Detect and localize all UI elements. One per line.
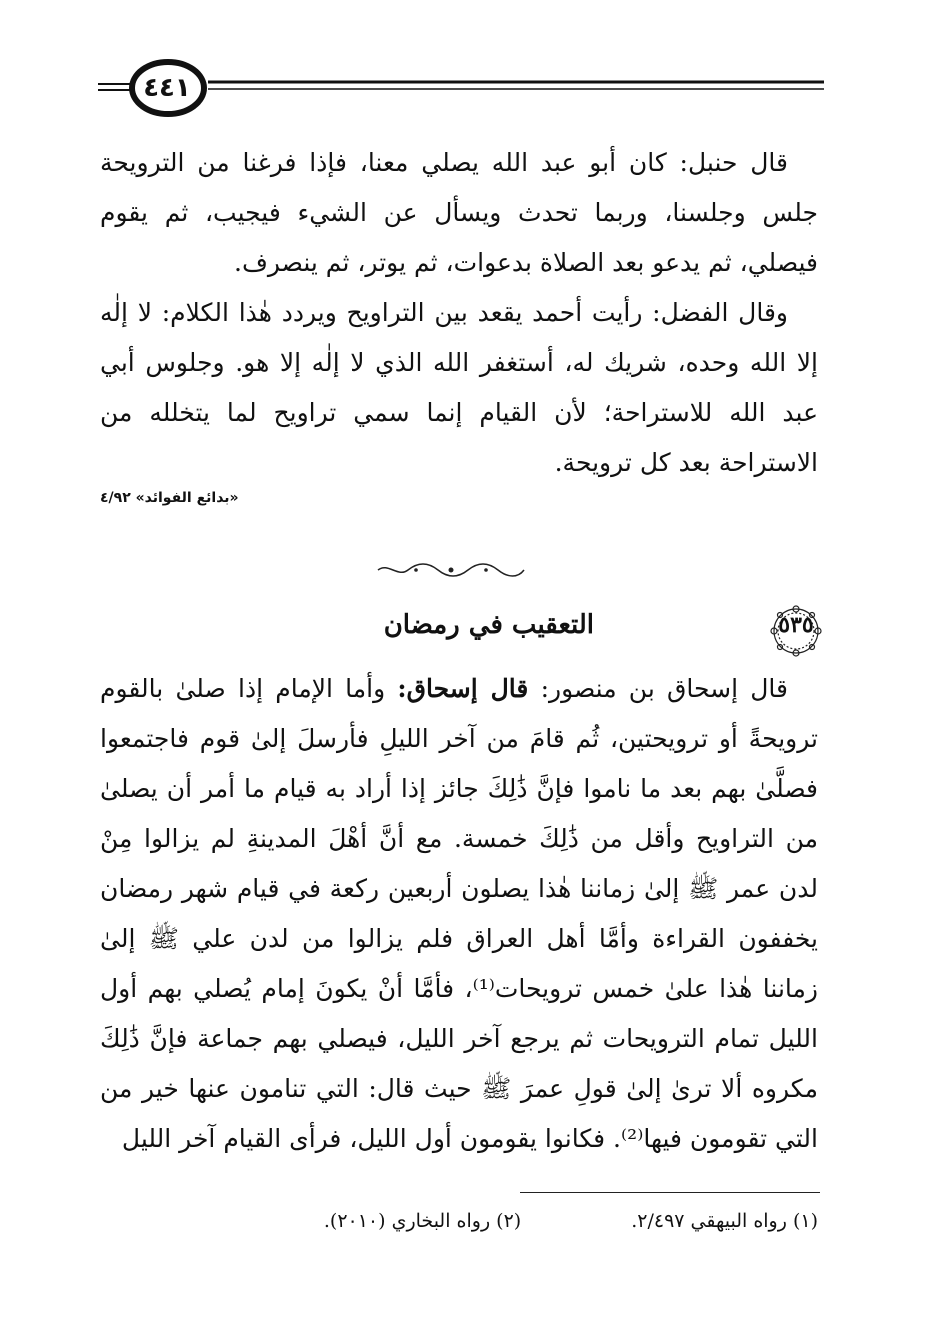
ornament-divider [376,562,526,578]
paragraph-hanbal [100,138,818,288]
page-number: ٤٤١ [143,73,191,103]
section-number: ٥٣٥ [778,612,814,638]
page-header [98,48,824,128]
top-text-block [100,138,818,488]
footnote-separator [520,1192,820,1193]
section-text-block [100,664,818,1164]
footnote-1: (١) رواه البيهقي ٢/٤٩٧. [631,1210,818,1232]
paragraph-ishaq-bold: قال إسحاق: [397,674,529,703]
footnote-2: (٢) رواه البخاري (٢٠١٠). [323,1210,522,1232]
footnotes [100,1210,818,1232]
paragraph-ishaq-lead: قال إسحاق بن منصور: [528,674,788,703]
section-header [100,604,824,658]
paragraph-ishaq-body: وأما الإمام إذا صلىٰ بالقوم ترويحةً أو ترويحتين، ثُم قامَ من آخر الليلِ فأرسلَ إلىٰ قوم فاجتمعوا فصلَّىٰ بهم بعد ما ناموا فإنَّ ذَٰلِكَ جائز إذا أراد به قيام ما أمر أن يصلىٰ من التراويح وأقل من ذَٰلِكَ خمسة. مع أنَّ أهْلَ المدينةِ لم يزالوا مِنْ لدن عمر ﷺ إلىٰ زماننا هٰذا يصلون أربعين ركعة في قيام شهر رمضان يخففون القراءة وأمَّا أهل العراق فلم يزالوا من لدن علي ﷺ إلىٰ زماننا هٰذا علىٰ خمس ترويحات⁽¹⁾، فأمَّا أنْ يكونَ إمام يُصلي بهم أول الليل تمام الترويحات ثم يرجع آخر الليل، فيصلي بهم جماعة فإنَّ ذَٰلِكَ مكروه ألا ترىٰ إلىٰ قولِ عمرَ ﷺ حيث قال: التي تنامون عنها خير من التي تقومون فيها⁽²⁾. فكانوا يقومون أول الليل، فرأى القيام آخر الليل [100,674,818,1153]
section-title: التعقيب في رمضان [383,610,594,640]
paragraph-hanbal-text: قال حنبل: كان أبو عبد الله يصلي معنا، فإذا فرغنا من الترويحة جلس وجلسنا، وربما تحدث ويسأل عن الشيء فيجيب، ثم يقوم فيصلي، ثم يدعو بعد الصلاة بدعوات، ثم يوتر، ثم ينصرف. [100,148,818,277]
paragraph-fadl-text: وقال الفضل: رأيت أحمد يقعد بين التراويح ويردد هٰذا الكلام: لا إلٰه إلا الله وحده، شريك له، أستغفر الله الذي لا إلٰه إلا هو. وجلوس أبي عبد الله للاستراحة؛ لأن القيام إنما سمي تراويح لما يتخلله من الاستراحة بعد كل ترويحة. [100,298,818,477]
header-rule-ornament [98,48,824,128]
source-citation: «بدائع الفوائد» ٤/٩٢ [100,490,239,506]
paragraph-fadl [100,288,818,488]
paragraph-ishaq [100,664,818,1164]
